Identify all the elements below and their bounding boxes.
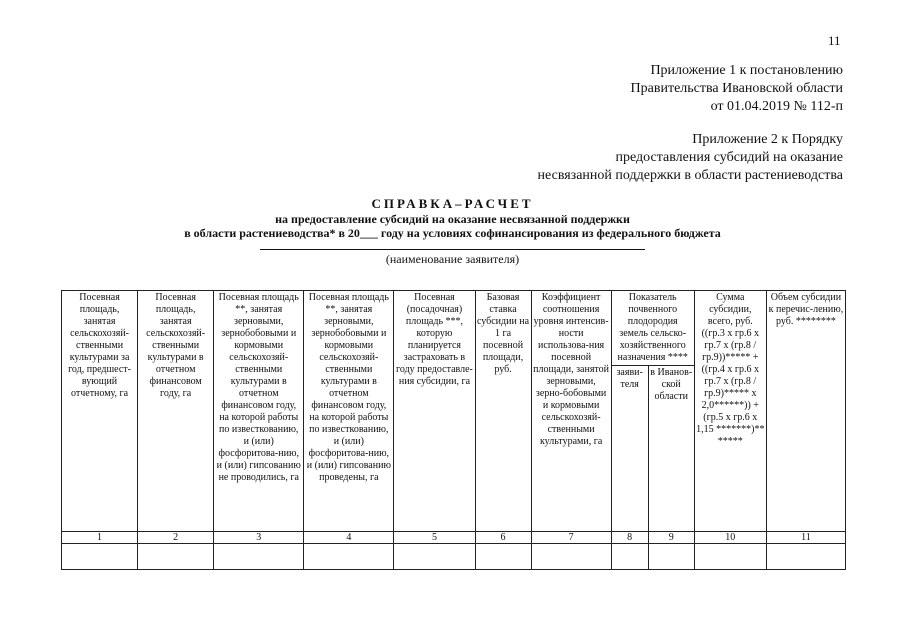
calculation-table bbox=[61, 290, 846, 570]
data-cell[interactable] bbox=[531, 544, 611, 570]
appendix-2-header bbox=[538, 131, 843, 185]
header-cell: Посевная площадь **, занятая зерновыми, зернобобовыми и кормовыми сельскохозяй-ственными культурами в отчетном финансовом году, на которой работы по известкованию, и (или) фосфоритова-нию, и (или) гипсованию проведены, га bbox=[304, 291, 394, 532]
column-number: 9 bbox=[648, 532, 694, 544]
header-cell: Коэффициент соотношения уровня интенсив-ности использова-ния посевной площади, занятой зерновыми, зерно-бобовыми и кормовыми сельскохозяй-ственными культурами, га bbox=[531, 291, 611, 532]
document-title-block bbox=[0, 196, 905, 267]
header-cell: Посевная площадь, занятая сельскохозяй-ственными культурами в отчетном финансовом году, га bbox=[138, 291, 214, 532]
column-number: 11 bbox=[766, 532, 845, 544]
header-cell: Посевная площадь, занятая сельскохозяй-ственными культурами за год, предшест-вующий отчетному, га bbox=[62, 291, 138, 532]
header-row bbox=[62, 291, 846, 366]
document-subtitle: в области растениеводства* в 20___ году на условиях софинансирования из федерального бюджета bbox=[184, 226, 721, 240]
header-cell: Посевная площадь **, занятая зерновыми, зернобобовыми и кормовыми сельскохозяй-ственными культурами в отчетном финансовом году, на которой работы по известкованию, и (или) фосфоритова-нию, и (или) гипсованию не проводились, га bbox=[214, 291, 304, 532]
header-subcell: заяви-теля bbox=[611, 366, 648, 532]
data-cell[interactable] bbox=[138, 544, 214, 570]
header-cell: Базовая ставка субсидии на 1 га посевной площади, руб. bbox=[475, 291, 531, 532]
appendix-2-line: Приложение 2 к Порядку bbox=[692, 132, 843, 147]
data-cell[interactable] bbox=[475, 544, 531, 570]
header-cell: Сумма субсидии, всего, руб. ((гр.3 x гр.6 x гр.7 x (гр.8 / гр.9))***** + ((гр.4 x гр.6 x гр.7 x (гр.8 / гр.9)***** x 2,0******)) + (гр.5 x гр.6 x 1,15 *******)** ***** bbox=[694, 291, 766, 532]
data-cell[interactable] bbox=[394, 544, 475, 570]
column-number: 2 bbox=[138, 532, 214, 544]
page-number: 11 bbox=[828, 33, 841, 48]
column-number: 6 bbox=[475, 532, 531, 544]
appendix-1-line: от 01.04.2019 № 112-п bbox=[710, 99, 843, 114]
column-number-row bbox=[62, 532, 846, 544]
appendix-1-line: Правительства Ивановской области bbox=[630, 81, 843, 96]
header-subcell: в Иванов-ской области bbox=[648, 366, 694, 532]
column-number: 10 bbox=[694, 532, 766, 544]
applicant-name-caption: (наименование заявителя) bbox=[385, 252, 520, 266]
data-cell[interactable] bbox=[611, 544, 648, 570]
applicant-name-line[interactable] bbox=[260, 249, 645, 250]
data-cell[interactable] bbox=[304, 544, 394, 570]
column-number: 7 bbox=[531, 532, 611, 544]
data-cell[interactable] bbox=[62, 544, 138, 570]
column-number: 8 bbox=[611, 532, 648, 544]
appendix-2-line: предоставления субсидий на оказание bbox=[615, 150, 843, 165]
column-number: 4 bbox=[304, 532, 394, 544]
header-group-cell: Показатель почвенного плодородия земель сельско-хозяйственного назначения **** bbox=[611, 291, 694, 366]
data-row bbox=[62, 544, 846, 570]
document-subtitle: на предоставление субсидий на оказание несвязанной поддержки bbox=[275, 212, 630, 226]
data-cell[interactable] bbox=[214, 544, 304, 570]
header-cell: Объем субсидии к перечис-лению, руб. ******** bbox=[766, 291, 845, 532]
column-number: 1 bbox=[62, 532, 138, 544]
data-cell[interactable] bbox=[648, 544, 694, 570]
header-cell: Посевная (посадочная) площадь ***, которую планируется застраховать в году предоставле-ния субсидии, га bbox=[394, 291, 475, 532]
appendix-1-line: Приложение 1 к постановлению bbox=[650, 63, 843, 78]
appendix-1-header bbox=[631, 62, 843, 116]
document-title: СПРАВКА–РАСЧЕТ bbox=[371, 196, 534, 211]
appendix-2-line: несвязанной поддержки в области растениеводства bbox=[537, 168, 843, 183]
data-cell[interactable] bbox=[694, 544, 766, 570]
column-number: 3 bbox=[214, 532, 304, 544]
column-number: 5 bbox=[394, 532, 475, 544]
data-cell[interactable] bbox=[766, 544, 845, 570]
